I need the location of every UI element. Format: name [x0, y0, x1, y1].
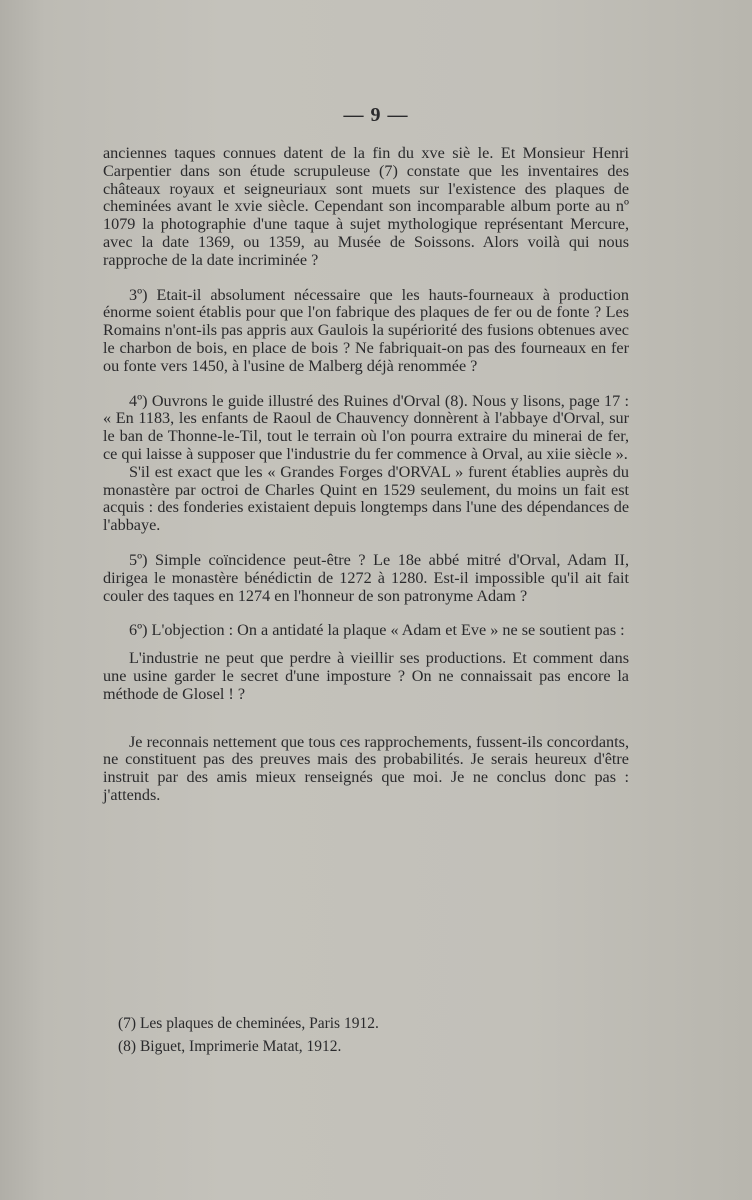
paragraph-8: Je reconnais nettement que tous ces rapprochements, fussent-ils concordants, ne constituent pas des preuves mais des probabilités. Je serais heureux d'être instruit par des amis mieux renseignés que moi. Je ne conclus donc pas : j'attends. [103, 732, 629, 804]
paragraph-7: L'industrie ne peut que perdre à vieillir ses productions. Et comment dans une usine garder le secret d'une imposture ? On ne connaissait pas encore la méthode de Glosel ! ? [103, 649, 629, 703]
paragraph-1: anciennes taques connues datent de la fin du xve siè le. Et Monsieur Henri Carpentier dans son étude scrupuleuse (7) constate que les inventaires des châteaux royaux et seigneuriaux sont muets sur l'existence des plaques de cheminées avant le xvie siècle. Cependant son incomparable album porte au nº 1079 la photographie d'une taque à sujet mythologique représentant Mercure, avec la date 1369, ou 1359, au Musée de Soissons. Alors voilà qui nous rapproche de la date incriminée ? [103, 144, 629, 269]
paragraph-4: S'il est exact que les « Grandes Forges d'ORVAL » furent établies auprès du monastère par octroi de Charles Quint en 1529 seulement, du moins un fait est acquis : des fonderies existaient depuis longtemps dans l'une des dépendances de l'abbaye. [103, 462, 629, 535]
paragraph-2: 3º) Etait-il absolument nécessaire que les hauts-fourneaux à production énorme soient établis pour que l'on fabrique des plaques de fer ou de fonte ? Les Romains n'ont-ils pas appris aux Gaulois la supériorité des fusions obtenues avec le charbon de bois, en place de bois ? Ne fabriquait-on pas des fourneaux en fer ou fonte vers 1450, à l'usine de Malberg déjà renommée ? [103, 285, 629, 375]
footnotes [118, 1012, 598, 1058]
footnote-8: (8) Biguet, Imprimerie Matat, 1912. [118, 1038, 342, 1055]
page-number: — 9 — [343, 104, 409, 126]
paragraph-3: 4º) Ouvrons le guide illustré des Ruines d'Orval (8). Nous y lisons, page 17 : « En 1183, les enfants de Raoul de Chauvency donnèrent à l'abbaye d'Orval, sur le ban de Thonne-le-Til, tout le terrain où l'on pourra extraire du minerai de fer, ce qui laisse à supposer que l'industrie du fer commence à Orval, au xiie siècle ». [103, 391, 629, 463]
footnote-7: (7) Les plaques de cheminées, Paris 1912. [118, 1015, 379, 1032]
body-text [103, 145, 629, 805]
paragraph-6: 6º) L'objection : On a antidaté la plaque « Adam et Eve » ne se soutient pas : [129, 621, 625, 640]
paragraph-5: 5º) Simple coïncidence peut-être ? Le 18e abbé mitré d'Orval, Adam II, dirigea le monastère bénédictin de 1272 à 1280. Est-il impossible qu'il ait fait couler des taques en 1274 en l'honneur de son patronyme Adam ? [103, 550, 629, 605]
